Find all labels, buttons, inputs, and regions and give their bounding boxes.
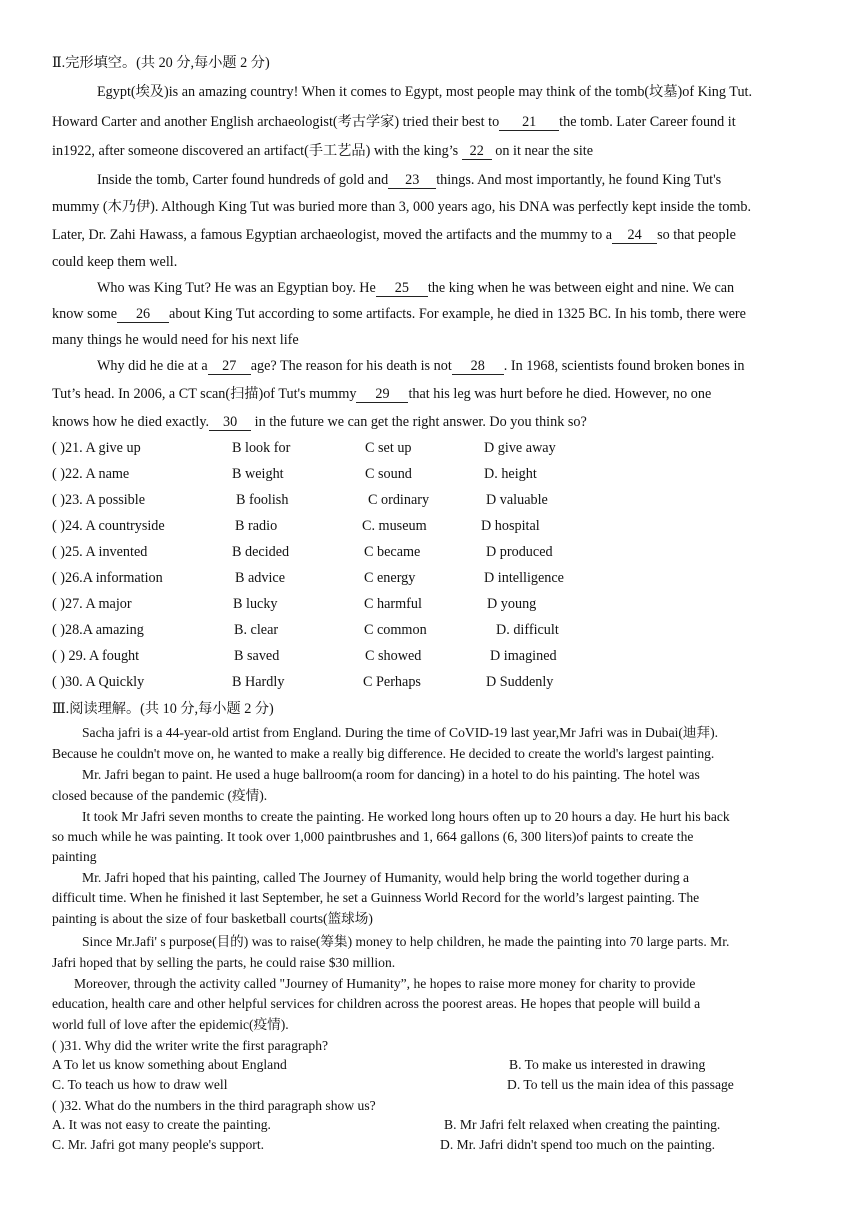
passage-text: in the future we can get the right answer. Do you think so?	[251, 414, 587, 430]
passage-text: things. And most importantly, he found King Tut's	[436, 172, 722, 188]
option-b[interactable]: B. Mr Jafri felt relaxed when creating the painting.	[444, 1117, 721, 1132]
passage-line	[52, 305, 746, 323]
question-stem[interactable]: ( )21. A give up	[52, 440, 141, 456]
passage-text: age? The reason for his death is not	[250, 358, 452, 374]
option-d[interactable]: D. difficult	[496, 622, 559, 638]
passage-line: Mr. Jafri began to paint. He used a huge ballroom(a room for dancing) in a hotel to do his painting. The hotel was	[82, 767, 700, 782]
passage-text: in1922, after someone discovered an artifact(手工艺品) with the king’s	[52, 143, 462, 159]
passage-text: Why did he die at a	[97, 358, 208, 374]
passage-line: Sacha jafri is a 44-year-old artist from England. During the time of CoVID-19 last year,Mr Jafri was in Dubai(迪拜).	[82, 725, 719, 740]
blank-21[interactable]: 21	[499, 115, 559, 131]
option-d[interactable]: D. height	[484, 466, 537, 482]
blank-25[interactable]: 25	[376, 281, 428, 297]
blank-23[interactable]: 23	[388, 173, 436, 189]
passage-text: Who was King Tut? He was an Egyptian boy. He	[97, 280, 376, 296]
option-d[interactable]: D valuable	[486, 492, 548, 508]
question-stem[interactable]: ( ) 29. A fought	[52, 648, 140, 664]
passage-line: painting	[52, 849, 97, 864]
option-b[interactable]: B. To make us interested in drawing	[509, 1057, 706, 1072]
option-b[interactable]: B look for	[232, 440, 291, 456]
passage-line	[52, 413, 587, 431]
question-stem[interactable]: ( )24. A countryside	[52, 518, 165, 534]
passage-line: could keep them well.	[52, 254, 178, 270]
passage-text: that his leg was hurt before he died. However, no one	[408, 386, 712, 402]
section-3-heading: Ⅲ.阅读理解。(共 10 分,每小题 2 分)	[52, 701, 274, 717]
option-b[interactable]: B weight	[232, 466, 284, 482]
passage-line	[52, 113, 736, 131]
option-c[interactable]: C. Mr. Jafri got many people's support.	[52, 1137, 264, 1152]
passage-line	[97, 357, 745, 375]
passage-line: Jafri hoped that by selling the parts, he could raise $30 million.	[52, 955, 396, 970]
option-d[interactable]: D Suddenly	[486, 674, 554, 690]
option-d[interactable]: D intelligence	[484, 570, 564, 586]
option-c[interactable]: C common	[364, 622, 427, 638]
option-b[interactable]: B radio	[235, 518, 278, 534]
option-c[interactable]: C. To teach us how to draw well	[52, 1077, 228, 1092]
passage-line: many things he would need for his next life	[52, 332, 299, 348]
passage-text: so that people	[657, 227, 736, 243]
passage-line: Egypt(埃及)is an amazing country! When it comes to Egypt, most people may think of the tomb(坟墓)of King Tut.	[97, 84, 753, 100]
option-c[interactable]: C Perhaps	[363, 674, 421, 690]
question-stem[interactable]: ( )26.A information	[52, 570, 163, 586]
passage-line: world full of love after the epidemic(疫情).	[52, 1017, 289, 1032]
blank-29[interactable]: 29	[356, 387, 408, 403]
passage-text: about King Tut according to some artifacts. For example, he died in 1325 BC. In his tomb, there were	[169, 306, 746, 322]
option-d[interactable]: D produced	[486, 544, 553, 560]
question-stem[interactable]: ( )22. A name	[52, 466, 130, 482]
question-32-stem[interactable]: ( )32. What do the numbers in the third paragraph show us?	[52, 1098, 376, 1113]
passage-text: knows how he died exactly.	[52, 414, 210, 430]
passage-line	[97, 279, 734, 297]
passage-text: Howard Carter and another English archaeologist(考古学家) tried their best to	[52, 114, 500, 130]
passage-line: education, health care and other helpful services for children across the poorest areas. He hopes that people will build a	[52, 996, 701, 1011]
option-d[interactable]: D. Mr. Jafri didn't spend too much on the painting.	[440, 1137, 716, 1152]
passage-line	[52, 226, 736, 244]
option-d[interactable]: D imagined	[490, 648, 557, 664]
blank-26[interactable]: 26	[117, 307, 169, 323]
passage-line: so much while he was painting. It took over 1,000 paintbrushes and 1, 664 gallons (6, 300 liters)of paints to create the	[52, 829, 694, 844]
passage-text: . In 1968, scientists found broken bones in	[503, 358, 745, 374]
question-31-stem[interactable]: ( )31. Why did the writer write the first paragraph?	[52, 1038, 329, 1053]
option-b[interactable]: B saved	[234, 648, 280, 664]
option-b[interactable]: B foolish	[236, 492, 289, 508]
passage-text: the tomb. Later Career found it	[559, 114, 736, 130]
passage-text: on it near the site	[491, 143, 594, 159]
option-c[interactable]: C harmful	[364, 596, 422, 612]
passage-line: It took Mr Jafri seven months to create the painting. He worked long hours often up to 20 hours a day. He hurt his back	[82, 809, 730, 824]
option-c[interactable]: C energy	[364, 570, 416, 586]
passage-text: know some	[52, 306, 118, 322]
passage-line: Moreover, through the activity called "Journey of Humanity”, he hopes to raise more money for charity to provide	[74, 976, 696, 991]
option-c[interactable]: C became	[364, 544, 421, 560]
option-d[interactable]: D young	[487, 596, 537, 612]
question-stem[interactable]: ( )27. A major	[52, 596, 132, 612]
option-d[interactable]: D. To tell us the main idea of this passage	[507, 1077, 734, 1092]
option-a[interactable]: A. It was not easy to create the painting.	[52, 1117, 271, 1132]
passage-line	[97, 171, 721, 189]
option-d[interactable]: D hospital	[481, 518, 540, 534]
blank-28[interactable]: 28	[452, 359, 504, 375]
question-stem[interactable]: ( )25. A invented	[52, 544, 148, 560]
option-c[interactable]: C ordinary	[368, 492, 430, 508]
option-c[interactable]: C. museum	[362, 518, 427, 534]
option-c[interactable]: C set up	[365, 440, 412, 456]
passage-text: Tut’s head. In 2006, a CT scan(扫描)of Tut's mummy	[52, 386, 357, 402]
passage-line: closed because of the pandemic (疫情).	[52, 788, 268, 803]
option-c[interactable]: C showed	[365, 648, 422, 664]
section-2-heading: Ⅱ.完形填空。(共 20 分,每小题 2 分)	[52, 55, 270, 71]
option-b[interactable]: B decided	[232, 544, 290, 560]
option-b[interactable]: B Hardly	[232, 674, 285, 690]
passage-line: painting is about the size of four basketball courts(篮球场)	[52, 911, 373, 926]
option-b[interactable]: B advice	[235, 570, 286, 586]
option-b[interactable]: B. clear	[234, 622, 279, 638]
passage-line: Because he couldn't move on, he wanted to make a really big difference. He decided to create the world's largest painting.	[52, 746, 715, 761]
passage-line: mummy (木乃伊). Although King Tut was buried more than 3, 000 years ago, his DNA was perfectly kept inside the tomb.	[52, 199, 752, 215]
passage-line	[52, 385, 711, 403]
question-stem[interactable]: ( )30. A Quickly	[52, 674, 145, 690]
blank-22[interactable]: 22	[462, 144, 492, 160]
passage-text: the king when he was between eight and nine. We can	[427, 280, 735, 296]
blank-24[interactable]: 24	[612, 228, 657, 244]
option-b[interactable]: B lucky	[233, 596, 278, 612]
passage-text: Later, Dr. Zahi Hawass, a famous Egyptian archaeologist, moved the artifacts and the mummy to a	[52, 227, 613, 243]
option-a[interactable]: A To let us know something about England	[52, 1057, 287, 1072]
passage-line: difficult time. When he finished it last September, he set a Guinness World Record for the world’s largest painting. The	[52, 890, 700, 905]
blank-27[interactable]: 27	[208, 359, 251, 375]
question-stem[interactable]: ( )23. A possible	[52, 492, 146, 508]
passage-line	[52, 142, 593, 160]
question-stem[interactable]: ( )28.A amazing	[52, 622, 144, 638]
blank-30[interactable]: 30	[209, 415, 251, 431]
option-d[interactable]: D give away	[484, 440, 556, 456]
passage-line: Since Mr.Jafi' s purpose(目的) was to raise(筹集) money to help children, he made the painting into 70 large parts. Mr.	[82, 934, 730, 949]
passage-line: Mr. Jafri hoped that his painting, called The Journey of Humanity, would help bring the world together during a	[82, 870, 690, 885]
passage-text: Inside the tomb, Carter found hundreds of gold and	[97, 172, 389, 188]
option-c[interactable]: C sound	[365, 466, 412, 482]
